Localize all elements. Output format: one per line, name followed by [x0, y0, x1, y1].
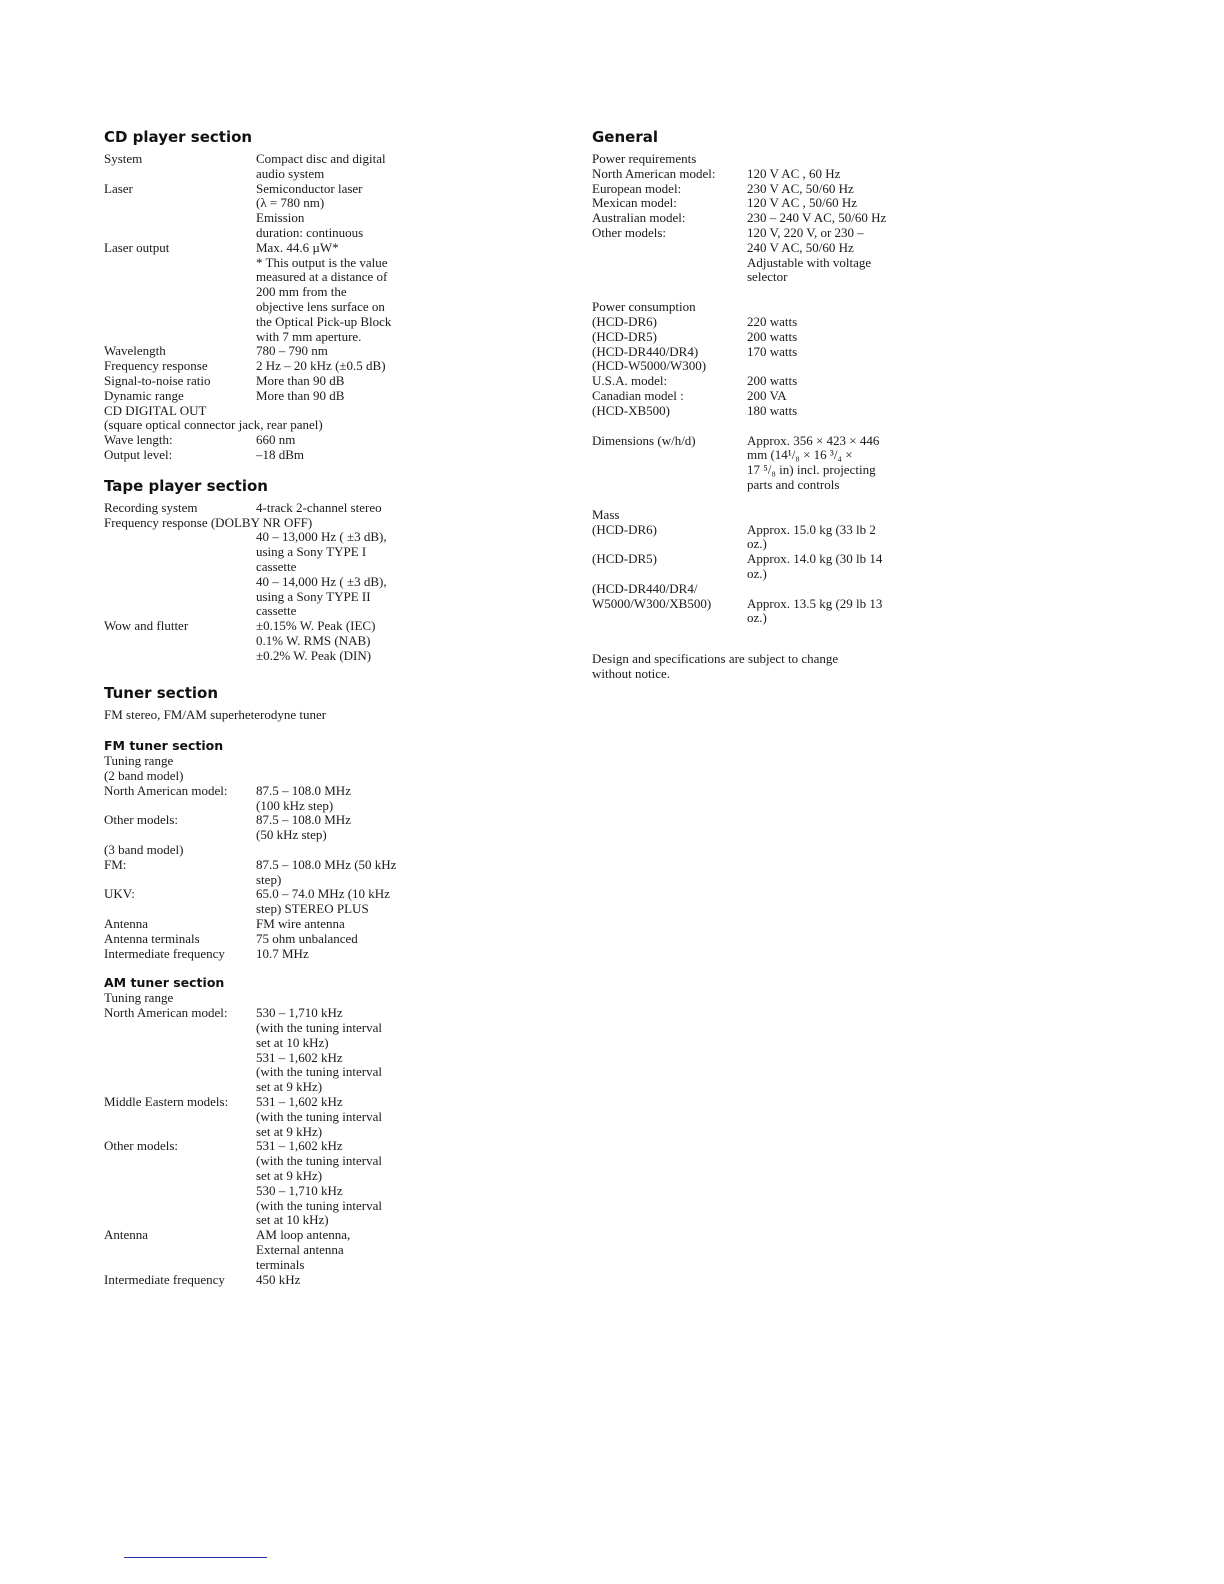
spec-row — [592, 523, 922, 553]
tuner-section-title: Tuner section — [104, 683, 219, 702]
spec-label: Other models: — [104, 812, 179, 828]
spec-value: 450 kHz — [256, 1271, 301, 1287]
spec-row — [104, 917, 544, 932]
spec-value: 200 watts — [747, 328, 798, 344]
spec-value: 531 – 1,602 kHz (with the tuning interval set at 9 kHz) 530 – 1,710 kHz (with the tuning interval set at 10 kHz) — [256, 1138, 383, 1228]
spec-value: 220 watts — [747, 313, 798, 329]
spec-label: North American model: — [104, 1005, 228, 1021]
spec-value: 10.7 MHz — [256, 945, 309, 961]
spec-value: Max. 44.6 µW* * This output is the value measured at a distance of 200 mm from the objective lens surface on the Optical Pick-up Block with 7 mm aperture. — [256, 239, 392, 344]
spec-label: Dimensions (w/h/d) — [592, 432, 696, 448]
spec-value: 780 – 790 nm — [256, 343, 328, 359]
spec-label: (HCD-DR5) — [592, 328, 657, 344]
spec-label: U.S.A. model: — [592, 373, 668, 389]
fm-section-title: FM tuner section — [104, 738, 224, 754]
cd-digital-out-note: (square optical connector jack, rear panel) — [104, 417, 323, 433]
fm-tuning-range-label: Tuning range (2 band model) — [104, 753, 184, 784]
spec-row — [592, 582, 922, 626]
cd-digital-out-label: CD DIGITAL OUT — [104, 402, 207, 418]
mass-label: Mass — [592, 506, 620, 522]
spec-row — [592, 211, 922, 226]
spec-value: 2 Hz – 20 kHz (±0.5 dB) — [256, 358, 386, 374]
spec-row — [592, 315, 922, 330]
spec-value: 75 ohm unbalanced — [256, 930, 358, 946]
spec-row — [104, 619, 544, 663]
am-tuning-range-label: Tuning range — [104, 990, 174, 1006]
spec-label: Wave length: — [104, 432, 173, 448]
spec-label: Laser output — [104, 239, 170, 255]
spec-value: 87.5 – 108.0 MHz (100 kHz step) — [256, 782, 351, 813]
spec-label: Wavelength — [104, 343, 166, 359]
spec-label: North American model: — [592, 165, 716, 181]
spec-row — [592, 226, 922, 285]
spec-value: 120 V, 220 V, or 230 – 240 V AC, 50/60 Hz Adjustable with voltage selector — [747, 224, 872, 285]
spec-label: (HCD-DR5) — [592, 551, 657, 567]
spec-value: 170 watts — [747, 343, 798, 359]
spec-value: 200 watts — [747, 373, 798, 389]
spec-label: Australian model: — [592, 210, 686, 226]
spec-row — [104, 448, 544, 463]
spec-value: 87.5 – 108.0 MHz (50 kHz step) — [256, 812, 351, 843]
spec-row — [104, 359, 544, 374]
spec-value: 230 – 240 V AC, 50/60 Hz — [747, 210, 887, 226]
spec-row — [104, 887, 544, 917]
spec-label: Frequency response — [104, 358, 208, 374]
spec-label: Antenna — [104, 916, 149, 932]
spec-row — [104, 182, 544, 241]
spec-row — [104, 501, 544, 516]
spec-label: Wow and flutter — [104, 618, 189, 634]
spec-row — [592, 552, 922, 582]
tape-frequency-label: Frequency response (DOLBY NR OFF) — [104, 514, 313, 530]
spec-row — [592, 389, 922, 404]
spec-label: Signal-to-noise ratio — [104, 372, 211, 388]
spec-label: FM: — [104, 856, 127, 872]
spec-row — [592, 167, 922, 182]
spec-label: Mexican model: — [592, 195, 677, 211]
spec-label: Output level: — [104, 446, 173, 462]
design-notice: Design and specifications are subject to change without notice. — [592, 651, 839, 681]
spec-value: Approx. 14.0 kg (30 lb 14 oz.) — [747, 551, 883, 581]
spec-value: More than 90 dB — [256, 387, 345, 403]
spec-value — [747, 359, 907, 374]
footnote-rule — [124, 1557, 267, 1558]
spec-label: UKV: — [104, 886, 135, 902]
spec-row — [592, 345, 922, 360]
spec-label: (HCD-DR440/DR4/ W5000/W300/XB500) — [592, 580, 712, 611]
spec-row — [592, 359, 922, 374]
left-column — [104, 128, 544, 1287]
spec-value: Approx. 15.0 kg (33 lb 2 oz.) — [747, 521, 876, 552]
spec-label: Other models: — [104, 1138, 179, 1154]
spec-value: 40 – 13,000 Hz ( ±3 dB), using a Sony TYPE I cassette 40 – 14,000 Hz ( ±3 dB), using a Sony TYPE II cassette — [256, 529, 387, 619]
spec-label: Canadian model : — [592, 387, 684, 403]
spec-row — [104, 241, 544, 345]
spec-row — [104, 784, 544, 814]
spec-row — [592, 434, 922, 493]
spec-row — [104, 1228, 544, 1272]
spec-row — [104, 947, 544, 962]
tape-section-title: Tape player section — [104, 476, 268, 495]
am-spec-list — [104, 991, 544, 1287]
spec-value: 660 nm — [256, 432, 296, 448]
spec-row — [104, 433, 544, 448]
spec-label: Intermediate frequency — [104, 1271, 225, 1287]
spec-label: System — [104, 151, 143, 166]
spec-value: 65.0 – 74.0 MHz (10 kHz step) STEREO PLUS — [256, 886, 390, 917]
general-section-title: General — [592, 128, 658, 146]
spec-value: 120 V AC , 50/60 Hz — [747, 195, 858, 211]
spec-row — [592, 182, 922, 197]
spec-label: Dynamic range — [104, 387, 184, 403]
spec-label: Antenna terminals — [104, 930, 200, 946]
spec-label: (HCD-DR440/DR4) — [592, 343, 699, 359]
spec-row — [592, 196, 922, 211]
tape-spec-list — [104, 501, 544, 664]
spec-row — [592, 404, 922, 419]
spec-value: 531 – 1,602 kHz (with the tuning interval set at 9 kHz) — [256, 1094, 383, 1139]
spec-label: Antenna — [104, 1227, 149, 1243]
spec-row — [104, 530, 544, 619]
spec-value: More than 90 dB — [256, 372, 345, 388]
spec-label: (HCD-DR6) — [592, 313, 657, 329]
spec-value: 200 VA — [747, 387, 787, 403]
spec-row — [104, 152, 544, 182]
spec-label: Recording system — [104, 499, 198, 515]
power-requirements-label: Power requirements — [592, 151, 697, 166]
spec-label: (HCD-W5000/W300) — [592, 358, 707, 374]
cd-section-title: CD player section — [104, 128, 253, 146]
spec-row — [104, 389, 544, 404]
right-column — [592, 128, 922, 682]
tuner-intro: FM stereo, FM/AM superheterodyne tuner — [104, 706, 327, 722]
spec-value: 87.5 – 108.0 MHz (50 kHz step) — [256, 856, 397, 887]
spec-label: (HCD-DR6) — [592, 521, 657, 537]
spec-row — [104, 374, 544, 389]
spec-row — [104, 344, 544, 359]
spec-value: AM loop antenna, External antenna terminals — [256, 1227, 351, 1272]
spec-value: Approx. 13.5 kg (29 lb 13 oz.) — [747, 595, 883, 626]
spec-label: Laser — [104, 180, 133, 196]
spec-row — [104, 858, 544, 888]
spec-value: –18 dBm — [256, 446, 305, 462]
spec-label: Other models: — [592, 224, 667, 240]
spec-value: 530 – 1,710 kHz (with the tuning interval set at 10 kHz) 531 – 1,602 kHz (with the tuning interval set at 9 kHz) — [256, 1005, 383, 1095]
spec-label: Middle Eastern models: — [104, 1094, 229, 1110]
spec-value: 230 V AC, 50/60 Hz — [747, 180, 854, 196]
spec-value: FM wire antenna — [256, 916, 345, 932]
spec-value: Approx. 356 × 423 × 446 mm (14¹/₈ × 16 ³/₄ × 17 ⁵/₈ in) incl. projecting parts and controls — [747, 432, 880, 492]
fm-spec-list — [104, 754, 544, 961]
spec-label: Intermediate frequency — [104, 945, 225, 961]
am-section-title: AM tuner section — [104, 975, 225, 991]
spec-value: Semiconductor laser (λ = 780 nm) Emission duration: continuous — [256, 180, 364, 240]
spec-row — [104, 813, 544, 843]
spec-row — [592, 330, 922, 345]
spec-label: European model: — [592, 180, 682, 196]
spec-value: ±0.15% W. Peak (IEC) 0.1% W. RMS (NAB) ±0.2% W. Peak (DIN) — [256, 618, 376, 663]
cd-spec-list — [104, 152, 544, 463]
spec-value: 180 watts — [747, 402, 798, 418]
spec-value: Compact disc and digital audio system — [256, 151, 386, 181]
spec-row — [104, 1273, 544, 1288]
spec-value: 4-track 2-channel stereo — [256, 499, 382, 515]
spec-row — [104, 1095, 544, 1139]
spec-row — [104, 932, 544, 947]
spec-row — [104, 1006, 544, 1095]
spec-row — [592, 374, 922, 389]
spec-row — [104, 1139, 544, 1228]
spec-label: North American model: — [104, 782, 228, 798]
fm-3band-label: (3 band model) — [104, 842, 184, 858]
spec-value: 120 V AC , 60 Hz — [747, 165, 841, 181]
spec-label: (HCD-XB500) — [592, 402, 670, 418]
power-consumption-label: Power consumption — [592, 299, 696, 315]
